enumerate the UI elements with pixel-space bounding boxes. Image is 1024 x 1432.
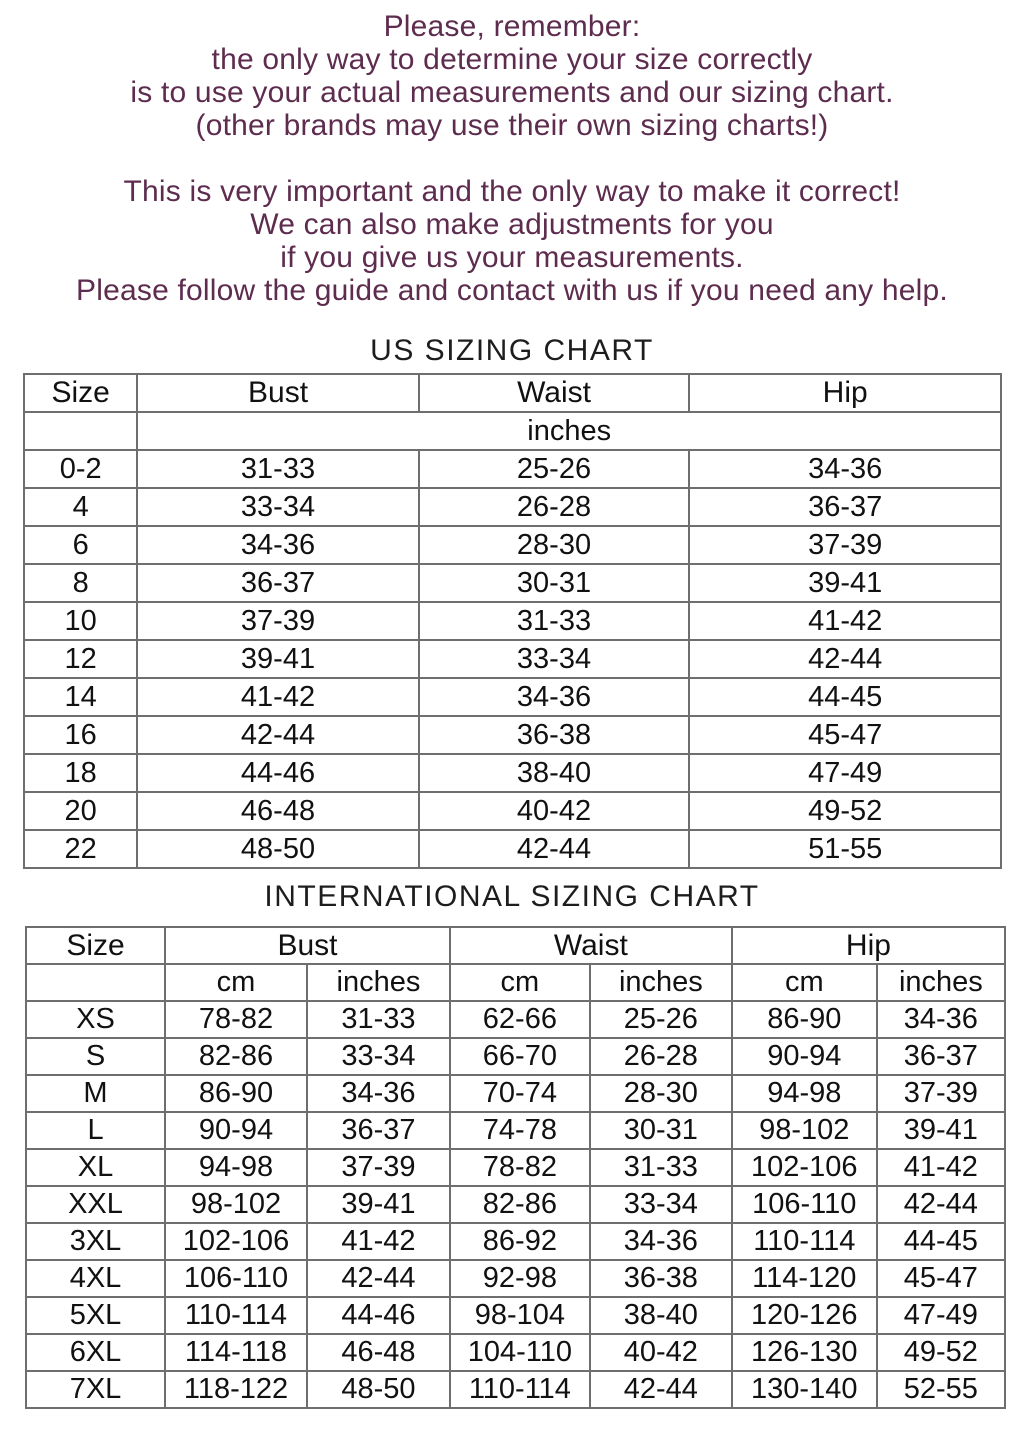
unit-label-waist-inches: inches — [590, 964, 732, 1001]
size-cell: S — [26, 1038, 165, 1075]
table-row — [24, 678, 1001, 716]
table-row — [24, 602, 1001, 640]
intl-col-header-hip: Hip — [732, 927, 1005, 964]
table-row — [26, 1223, 1005, 1260]
measurement-cell: 48-50 — [307, 1371, 450, 1408]
table-row — [26, 1186, 1005, 1223]
measurement-cell: 102-106 — [732, 1149, 877, 1186]
measurement-cell: 42-44 — [419, 830, 690, 868]
measurement-cell: 78-82 — [165, 1001, 307, 1038]
measurement-cell: 114-118 — [165, 1334, 307, 1371]
measurement-cell: 47-49 — [877, 1297, 1005, 1334]
table-row — [24, 526, 1001, 564]
measurement-cell: 36-37 — [689, 488, 1001, 526]
measurement-cell: 36-37 — [307, 1112, 450, 1149]
measurement-cell: 34-36 — [137, 526, 418, 564]
measurement-cell: 38-40 — [590, 1297, 732, 1334]
measurement-cell: 106-110 — [165, 1260, 307, 1297]
measurement-cell: 28-30 — [419, 526, 690, 564]
size-cell: XS — [26, 1001, 165, 1038]
size-cell: 14 — [24, 678, 137, 716]
measurement-cell: 44-46 — [307, 1297, 450, 1334]
measurement-cell: 90-94 — [165, 1112, 307, 1149]
measurement-cell: 78-82 — [450, 1149, 590, 1186]
measurement-cell: 90-94 — [732, 1038, 877, 1075]
table-row — [24, 792, 1001, 830]
measurement-cell: 30-31 — [419, 564, 690, 602]
measurement-cell: 39-41 — [689, 564, 1001, 602]
measurement-cell: 36-38 — [590, 1260, 732, 1297]
measurement-cell: 110-114 — [450, 1371, 590, 1408]
size-cell: 6XL — [26, 1334, 165, 1371]
text-line: We can also make adjustments for you — [250, 208, 774, 241]
measurement-cell: 31-33 — [590, 1149, 732, 1186]
measurement-cell: 130-140 — [732, 1371, 877, 1408]
measurement-cell: 70-74 — [450, 1075, 590, 1112]
size-cell: 3XL — [26, 1223, 165, 1260]
measurement-cell: 98-104 — [450, 1297, 590, 1334]
size-cell: XXL — [26, 1186, 165, 1223]
table-row — [24, 488, 1001, 526]
text-line: is to use your actual measurements and our sizing chart. — [130, 76, 894, 109]
empty-cell — [26, 964, 165, 1001]
intl-col-header-waist: Waist — [450, 927, 732, 964]
measurement-cell: 42-44 — [137, 716, 418, 754]
measurement-cell: 42-44 — [689, 640, 1001, 678]
measurement-cell: 118-122 — [165, 1371, 307, 1408]
size-cell: 16 — [24, 716, 137, 754]
intro-paragraph-1 — [0, 10, 1024, 142]
intro-paragraph-2 — [0, 175, 1024, 307]
intl-header-row — [26, 927, 1005, 964]
measurement-cell: 41-42 — [689, 602, 1001, 640]
table-row — [24, 564, 1001, 602]
unit-label-hip-inches: inches — [877, 964, 1005, 1001]
measurement-cell: 110-114 — [732, 1223, 877, 1260]
us-col-header-waist: Waist — [419, 374, 690, 412]
us-col-header-size: Size — [24, 374, 137, 412]
measurement-cell: 42-44 — [877, 1186, 1005, 1223]
measurement-cell: 48-50 — [137, 830, 418, 868]
text-line: Please follow the guide and contact with us if you need any help. — [76, 274, 948, 307]
measurement-cell: 42-44 — [307, 1260, 450, 1297]
intl-sizing-table — [25, 926, 1006, 1409]
measurement-cell: 26-28 — [419, 488, 690, 526]
size-cell: 20 — [24, 792, 137, 830]
measurement-cell: 30-31 — [590, 1112, 732, 1149]
measurement-cell: 45-47 — [877, 1260, 1005, 1297]
intl-table-body — [26, 1001, 1005, 1408]
text-line: This is very important and the only way to make it correct! — [123, 175, 901, 208]
measurement-cell: 92-98 — [450, 1260, 590, 1297]
measurement-cell: 42-44 — [590, 1371, 732, 1408]
measurement-cell: 36-38 — [419, 716, 690, 754]
measurement-cell: 120-126 — [732, 1297, 877, 1334]
measurement-cell: 126-130 — [732, 1334, 877, 1371]
measurement-cell: 45-47 — [689, 716, 1001, 754]
measurement-cell: 62-66 — [450, 1001, 590, 1038]
measurement-cell: 46-48 — [307, 1334, 450, 1371]
measurement-cell: 36-37 — [137, 564, 418, 602]
size-cell: 5XL — [26, 1297, 165, 1334]
us-col-header-bust: Bust — [137, 374, 418, 412]
size-cell: 4 — [24, 488, 137, 526]
intl-col-header-bust: Bust — [165, 927, 450, 964]
measurement-cell: 36-37 — [877, 1038, 1005, 1075]
measurement-cell: 31-33 — [137, 450, 418, 488]
table-row — [26, 1075, 1005, 1112]
size-cell: 6 — [24, 526, 137, 564]
measurement-cell: 51-55 — [689, 830, 1001, 868]
table-row — [24, 830, 1001, 868]
size-cell: 12 — [24, 640, 137, 678]
measurement-cell: 33-34 — [590, 1186, 732, 1223]
table-row — [24, 640, 1001, 678]
measurement-cell: 31-33 — [307, 1001, 450, 1038]
size-cell: 18 — [24, 754, 137, 792]
table-row — [24, 754, 1001, 792]
size-cell: 4XL — [26, 1260, 165, 1297]
size-cell: 10 — [24, 602, 137, 640]
size-cell: 7XL — [26, 1371, 165, 1408]
measurement-cell: 37-39 — [877, 1075, 1005, 1112]
measurement-cell: 34-36 — [590, 1223, 732, 1260]
measurement-cell: 102-106 — [165, 1223, 307, 1260]
us-table-body — [24, 450, 1001, 868]
text-line: if you give us your measurements. — [280, 241, 744, 274]
measurement-cell: 41-42 — [307, 1223, 450, 1260]
measurement-cell: 25-26 — [419, 450, 690, 488]
size-cell: 8 — [24, 564, 137, 602]
table-row — [26, 1334, 1005, 1371]
measurement-cell: 52-55 — [877, 1371, 1005, 1408]
measurement-cell: 49-52 — [877, 1334, 1005, 1371]
unit-label: inches — [137, 412, 1001, 450]
measurement-cell: 104-110 — [450, 1334, 590, 1371]
measurement-cell: 28-30 — [590, 1075, 732, 1112]
measurement-cell: 26-28 — [590, 1038, 732, 1075]
size-cell: 0-2 — [24, 450, 137, 488]
measurement-cell: 39-41 — [877, 1112, 1005, 1149]
measurement-cell: 44-46 — [137, 754, 418, 792]
us-sizing-table — [23, 373, 1002, 869]
intl-unit-row — [26, 964, 1005, 1001]
measurement-cell: 34-36 — [419, 678, 690, 716]
table-row — [26, 1001, 1005, 1038]
text-line: the only way to determine your size correctly — [211, 43, 813, 76]
measurement-cell: 39-41 — [137, 640, 418, 678]
table-row — [26, 1112, 1005, 1149]
measurement-cell: 46-48 — [137, 792, 418, 830]
measurement-cell: 25-26 — [590, 1001, 732, 1038]
measurement-cell: 44-45 — [689, 678, 1001, 716]
measurement-cell: 66-70 — [450, 1038, 590, 1075]
measurement-cell: 114-120 — [732, 1260, 877, 1297]
table-row — [26, 1297, 1005, 1334]
measurement-cell: 31-33 — [419, 602, 690, 640]
measurement-cell: 34-36 — [877, 1001, 1005, 1038]
measurement-cell: 94-98 — [165, 1149, 307, 1186]
measurement-cell: 82-86 — [450, 1186, 590, 1223]
measurement-cell: 44-45 — [877, 1223, 1005, 1260]
measurement-cell: 37-39 — [689, 526, 1001, 564]
size-cell: XL — [26, 1149, 165, 1186]
measurement-cell: 74-78 — [450, 1112, 590, 1149]
measurement-cell: 41-42 — [137, 678, 418, 716]
measurement-cell: 33-34 — [137, 488, 418, 526]
table-row — [26, 1260, 1005, 1297]
us-unit-row — [24, 412, 1001, 450]
measurement-cell: 38-40 — [419, 754, 690, 792]
table-row — [26, 1371, 1005, 1408]
measurement-cell: 40-42 — [590, 1334, 732, 1371]
table-row — [24, 450, 1001, 488]
unit-label-bust-inches: inches — [307, 964, 450, 1001]
measurement-cell: 86-90 — [732, 1001, 877, 1038]
measurement-cell: 47-49 — [689, 754, 1001, 792]
measurement-cell: 86-90 — [165, 1075, 307, 1112]
table-row — [26, 1038, 1005, 1075]
measurement-cell: 37-39 — [137, 602, 418, 640]
measurement-cell: 34-36 — [307, 1075, 450, 1112]
measurement-cell: 98-102 — [732, 1112, 877, 1149]
unit-label-waist-cm: cm — [450, 964, 590, 1001]
measurement-cell: 40-42 — [419, 792, 690, 830]
measurement-cell: 94-98 — [732, 1075, 877, 1112]
text-line: Please, remember: — [383, 10, 641, 43]
us-header-row — [24, 374, 1001, 412]
size-cell: 22 — [24, 830, 137, 868]
intl-chart-title: INTERNATIONAL SIZING CHART — [264, 880, 760, 913]
measurement-cell: 49-52 — [689, 792, 1001, 830]
size-cell: M — [26, 1075, 165, 1112]
measurement-cell: 98-102 — [165, 1186, 307, 1223]
table-row — [24, 716, 1001, 754]
measurement-cell: 37-39 — [307, 1149, 450, 1186]
table-row — [26, 1149, 1005, 1186]
measurement-cell: 82-86 — [165, 1038, 307, 1075]
measurement-cell: 33-34 — [419, 640, 690, 678]
size-cell: L — [26, 1112, 165, 1149]
measurement-cell: 106-110 — [732, 1186, 877, 1223]
measurement-cell: 41-42 — [877, 1149, 1005, 1186]
us-col-header-hip: Hip — [689, 374, 1001, 412]
measurement-cell: 33-34 — [307, 1038, 450, 1075]
measurement-cell: 39-41 — [307, 1186, 450, 1223]
measurement-cell: 110-114 — [165, 1297, 307, 1334]
intro-note — [0, 0, 1024, 307]
intl-col-header-size: Size — [26, 927, 165, 964]
us-chart-title: US SIZING CHART — [370, 334, 654, 367]
empty-cell — [24, 412, 137, 450]
unit-label-hip-cm: cm — [732, 964, 877, 1001]
measurement-cell: 34-36 — [689, 450, 1001, 488]
unit-label-bust-cm: cm — [165, 964, 307, 1001]
measurement-cell: 86-92 — [450, 1223, 590, 1260]
text-line: (other brands may use their own sizing charts!) — [195, 109, 829, 142]
